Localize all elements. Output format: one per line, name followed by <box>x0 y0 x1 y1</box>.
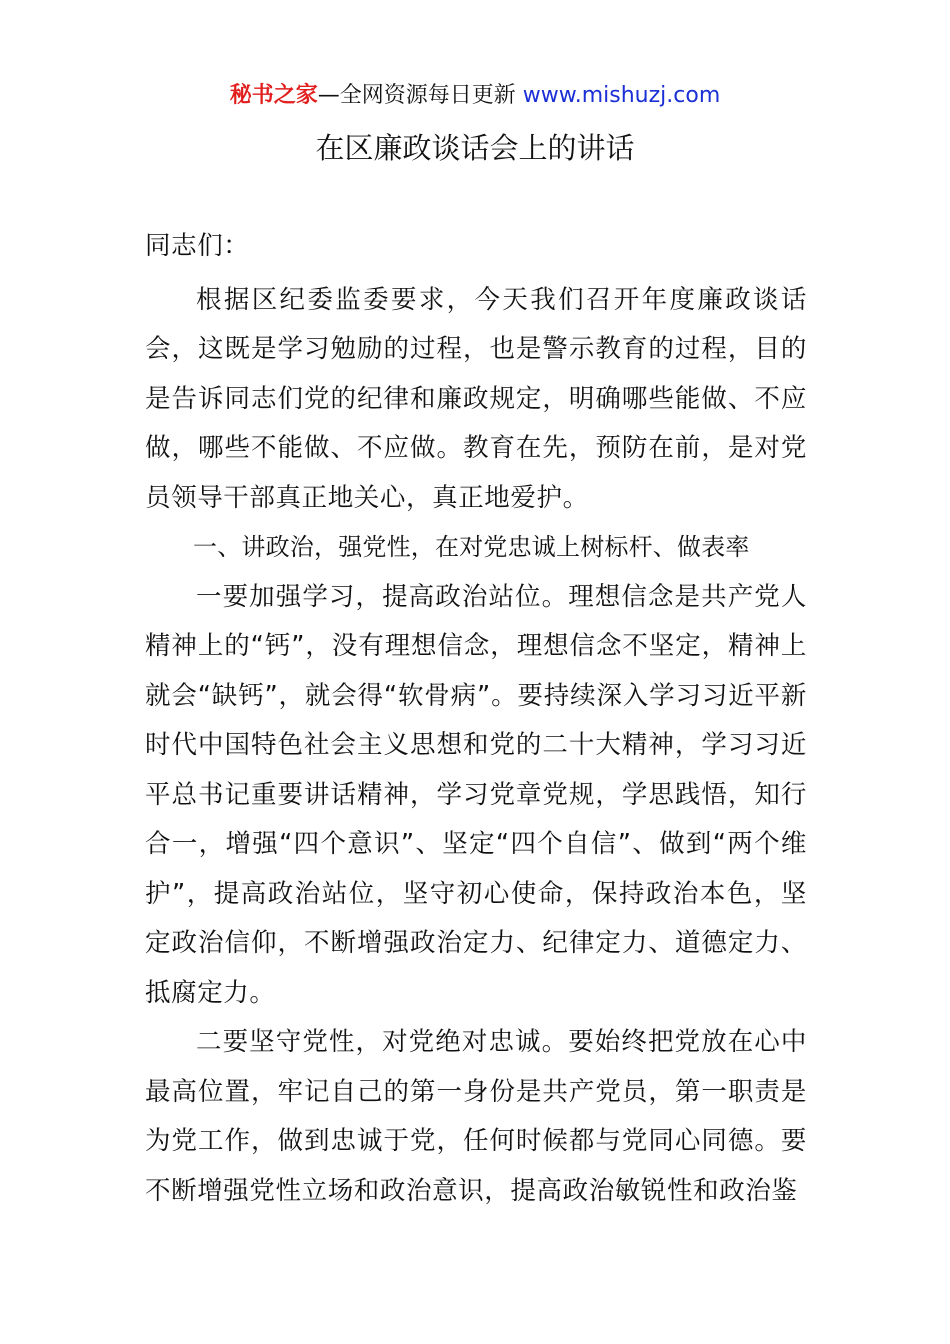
paragraph-intro: 根据区纪委监委要求，今天我们召开年度廉政谈话会，这既是学习勉励的过程，也是警示教育的过程，目的是告诉同志们党的纪律和廉政规定，明确哪些能做、不应做，哪些不能做、不应做。教育在先，预防在前，是对党员领导干部真正地关心，真正地爱护。 <box>145 284 807 513</box>
document-body <box>145 222 807 1216</box>
header-url-link[interactable]: www.mishuzj.com <box>522 83 721 108</box>
section-heading-1: 一、讲政治，强党性，在对党忠诚上树标杆、做表率 <box>193 533 750 561</box>
document-title: 在区廉政谈话会上的讲话 <box>315 131 635 165</box>
header-brand: 秘书之家 <box>229 83 318 108</box>
header-tagline: —全网资源每日更新 <box>317 83 523 108</box>
site-header <box>0 80 950 112</box>
salutation: 同志们： <box>145 231 250 261</box>
paragraph-party-spirit: 二要坚守党性，对党绝对忠诚。要始终把党放在心中最高位置，牢记自己的第一身份是共产党员，第一职责是为党工作，做到忠诚于党，任何时候都与党同心同德。要不断增强党性立场和政治意识，提高政治敏锐性和政治鉴 <box>145 1027 807 1206</box>
paragraph-study: 一要加强学习，提高政治站位。理想信念是共产党人精神上的“钙”，没有理想信念，理想信念不坚定，精神上就会“缺钙”，就会得“软骨病”。要持续深入学习习近平新时代中国特色社会主义思想和党的二十大精神，学习习近平总书记重要讲话精神，学习党章党规，学思践悟，知行合一，增强“四个意识”、坚定“四个自信”、做到“两个维护”，提高政治站位，坚守初心使命，保持政治本色，坚定政治信仰，不断增强政治定力、纪律定力、道德定力、抵腐定力。 <box>145 581 807 1008</box>
